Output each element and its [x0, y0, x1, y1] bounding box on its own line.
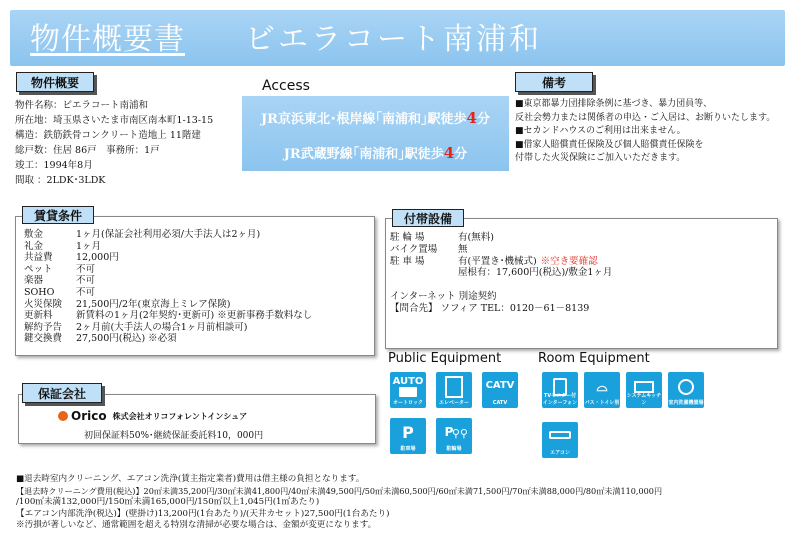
auto-lock-label: オートロック [393, 400, 423, 406]
washer-label: 室内洗濯機置場 [668, 400, 704, 406]
rental-value: 不可 [76, 275, 96, 287]
access-line-2-unit: 分 [454, 147, 468, 162]
rental-key: 楽器 [24, 275, 44, 287]
facility-value: 有(平置き･機械式) [458, 255, 537, 267]
access-box [242, 96, 509, 171]
rental-heading: 賃貸条件 [22, 206, 94, 224]
notes-heading: 備考 [515, 72, 593, 92]
rental-rows [24, 229, 374, 345]
rental-key: 鍵交換費 [24, 333, 63, 345]
access-line-2-text: JR武蔵野線｢南浦和｣駅徒歩 [283, 147, 444, 162]
bicycle-parking-label: 駐輪場 [446, 446, 462, 452]
facilities-lines [390, 232, 775, 315]
property-name-title: ビエラコート南浦和 [245, 22, 542, 57]
system-kitchen-label: システムキッチン [626, 393, 662, 406]
catv-icon [482, 372, 518, 408]
elevator-label: エレベーター [438, 400, 469, 406]
rental-value: 2ヶ月前(大手法人の場合1ヶ月前相談可) [76, 321, 248, 333]
overview-line: 物件名称：ビエラコート南浦和 [15, 100, 149, 111]
overview-line: 竣工：1994年8月 [15, 160, 93, 171]
rental-key: SOHO [24, 286, 55, 298]
rental-value: 1ヶ月(保証会社利用必須/大手法人は2ヶ月) [76, 229, 261, 240]
rental-key: ペット [24, 263, 53, 275]
rental-value: 不可 [76, 286, 96, 298]
rental-value: 新賃料の1ヶ月(2年契約･更新可) ※更新事務手数料なし [76, 310, 313, 322]
access-line-1-unit: 分 [476, 112, 490, 127]
bottom-note-line: ※汚損が著しいなど、通常範囲を超える特別な清掃が必要な場合は、金額が変更になります。 [16, 520, 377, 531]
notes-lines [515, 98, 785, 166]
rental-value: 12,000円 [76, 252, 119, 264]
facility-row-parking [390, 256, 775, 268]
parking-icon-text: P [402, 422, 414, 442]
auto-lock-icon [390, 372, 426, 408]
access-heading: Access [262, 78, 310, 94]
rental-key: 礼金 [24, 240, 44, 252]
air-conditioner-icon [542, 422, 578, 458]
orico-logo-mark-icon [58, 411, 68, 421]
rental-key: 更新料 [24, 310, 53, 322]
guarantor-logo-row [58, 409, 247, 423]
air-conditioner-label: エアコン [550, 450, 570, 456]
rental-value: 21,500円/2年(東京海上ミレア保険) [76, 298, 231, 310]
notes-line: ■借家人賠償責任保険及び個人賠償責任保険を [515, 139, 704, 150]
parking-detail: 屋根有：17,600円(税込)/敷金1ヶ月 [458, 267, 613, 279]
bottom-note-line: 【退去時クリーニング費用(税込)】20㎡未満35,200円/30㎡未満41,800円/40㎡未満49,500円/50㎡未満60,500円/60㎡未満71,500円/70㎡未満88,000円/80㎡未満110,000円 [16, 485, 663, 496]
guarantor-heading: 保証会社 [22, 383, 102, 403]
facility-value: 有(無料) [458, 232, 494, 243]
facility-row-bicycle [390, 232, 775, 244]
bottom-note-line: 【エアコン内部洗浄(税込)】(壁掛け)13,200円(1台あたり)/(天井カセット)27,500円(1台あたり) [16, 508, 390, 519]
bath-toilet-icon: ⌓ バス・トイレ別 [584, 372, 620, 408]
rental-value: 1ヶ月 [76, 240, 102, 252]
notes-line: 付帯した火災保険にご加入いただきます。 [515, 153, 686, 163]
bottom-note-line: ■退去時室内クリーニング、エアコン洗浄(賃主指定業者)費用は借主様の負担となります。 [16, 474, 365, 484]
rental-row [24, 241, 374, 253]
rental-row [24, 310, 374, 322]
elevator-icon [436, 372, 472, 408]
contact-line: 【問合先】 ソフィア TEL：0120－61－8139 [390, 302, 590, 314]
document-title: 物件概要書 [30, 22, 185, 57]
rental-key: 敷金 [24, 229, 44, 240]
notes-line: ■セカンドハウスのご利用は出来ません。 [515, 126, 686, 136]
facility-row-bike [390, 244, 775, 256]
bottom-note-line: /100㎡未満132,000円/150㎡未満165,000円/150㎡以上1,045円(1㎡あたり) [16, 497, 320, 508]
rental-row [24, 287, 374, 299]
system-kitchen-icon [626, 372, 662, 408]
rental-row [24, 264, 374, 276]
bicycle-parking-icon: P ⚲⚲ 駐輪場 [436, 418, 472, 454]
facilities-heading: 付帯設備 [392, 209, 464, 227]
overview-lines [15, 98, 240, 188]
bicycle-parking-icon-text: P [444, 425, 454, 439]
room-equipment-icons [540, 370, 710, 468]
facility-value: 無 [458, 243, 468, 255]
guarantor-fee: 初回保証料50%･継続保証委託料10，000円 [84, 431, 264, 441]
access-line-1 [242, 108, 509, 127]
parking-availability-note: ※空き要確認 [540, 255, 598, 267]
overview-heading: 物件概要 [16, 72, 94, 92]
rental-key: 火災保険 [24, 298, 63, 310]
access-line-1-text: JR京浜東北･根岸線｢南浦和｣駅徒歩 [261, 112, 467, 127]
rental-value: 27,500円(税込) ※必須 [76, 333, 177, 345]
internet-line: インターネット 別途契約 [390, 291, 497, 303]
auto-lock-icon-text: AUTO [392, 375, 424, 387]
rental-key: 解約予告 [24, 321, 63, 333]
overview-line: 総戸数：住居 86戸 事務所：1戸 [15, 145, 160, 156]
parking-icon [390, 418, 426, 454]
public-equipment-heading: Public Equipment [388, 351, 502, 366]
rental-row [24, 322, 374, 334]
facility-key: 駐 車 場 [390, 255, 425, 267]
access-line-1-minutes: 4 [466, 109, 477, 127]
rental-value: 不可 [76, 263, 96, 275]
catv-icon-text: CATV [485, 379, 515, 391]
intercom-icon [542, 372, 578, 408]
facility-key: バイク置場 [390, 243, 438, 255]
washer-icon [668, 372, 704, 408]
catv-label: CATV [492, 400, 508, 406]
rental-row [24, 299, 374, 311]
bath-toilet-label: バス・トイレ別 [584, 400, 620, 406]
access-line-2-minutes: 4 [443, 144, 455, 162]
public-equipment-icons [388, 370, 538, 468]
rental-row [24, 333, 374, 345]
rental-row [24, 275, 374, 287]
overview-line: 間取 ：2LDK･3LDK [15, 175, 106, 186]
guarantor-company: 株式会社オリコフォレントインシュア [112, 411, 248, 421]
notes-line: 反社会勢力または関係者の申込・ご入居は、お断りいたします。 [515, 112, 776, 123]
rental-row [24, 252, 374, 264]
rental-row [24, 229, 374, 241]
bottom-notes [16, 474, 796, 532]
overview-line: 所在地：埼玉県さいたま市南区南本町1-13-15 [15, 115, 214, 126]
notes-line: ■東京都暴力団排除条例に基づき、暴力団員等、 [515, 99, 713, 109]
room-equipment-heading: Room Equipment [538, 351, 650, 366]
facility-key: 駐 輪 場 [390, 232, 425, 243]
rental-key: 共益費 [24, 252, 53, 264]
parking-label: 駐車場 [400, 446, 416, 452]
orico-logo-text: Orico [71, 409, 107, 423]
intercom-label: TVモニター付インターフォン [542, 393, 578, 406]
overview-line: 構造：鉄筋鉄骨コンクリート造地上 11階建 [15, 130, 201, 141]
access-line-2 [242, 143, 509, 162]
